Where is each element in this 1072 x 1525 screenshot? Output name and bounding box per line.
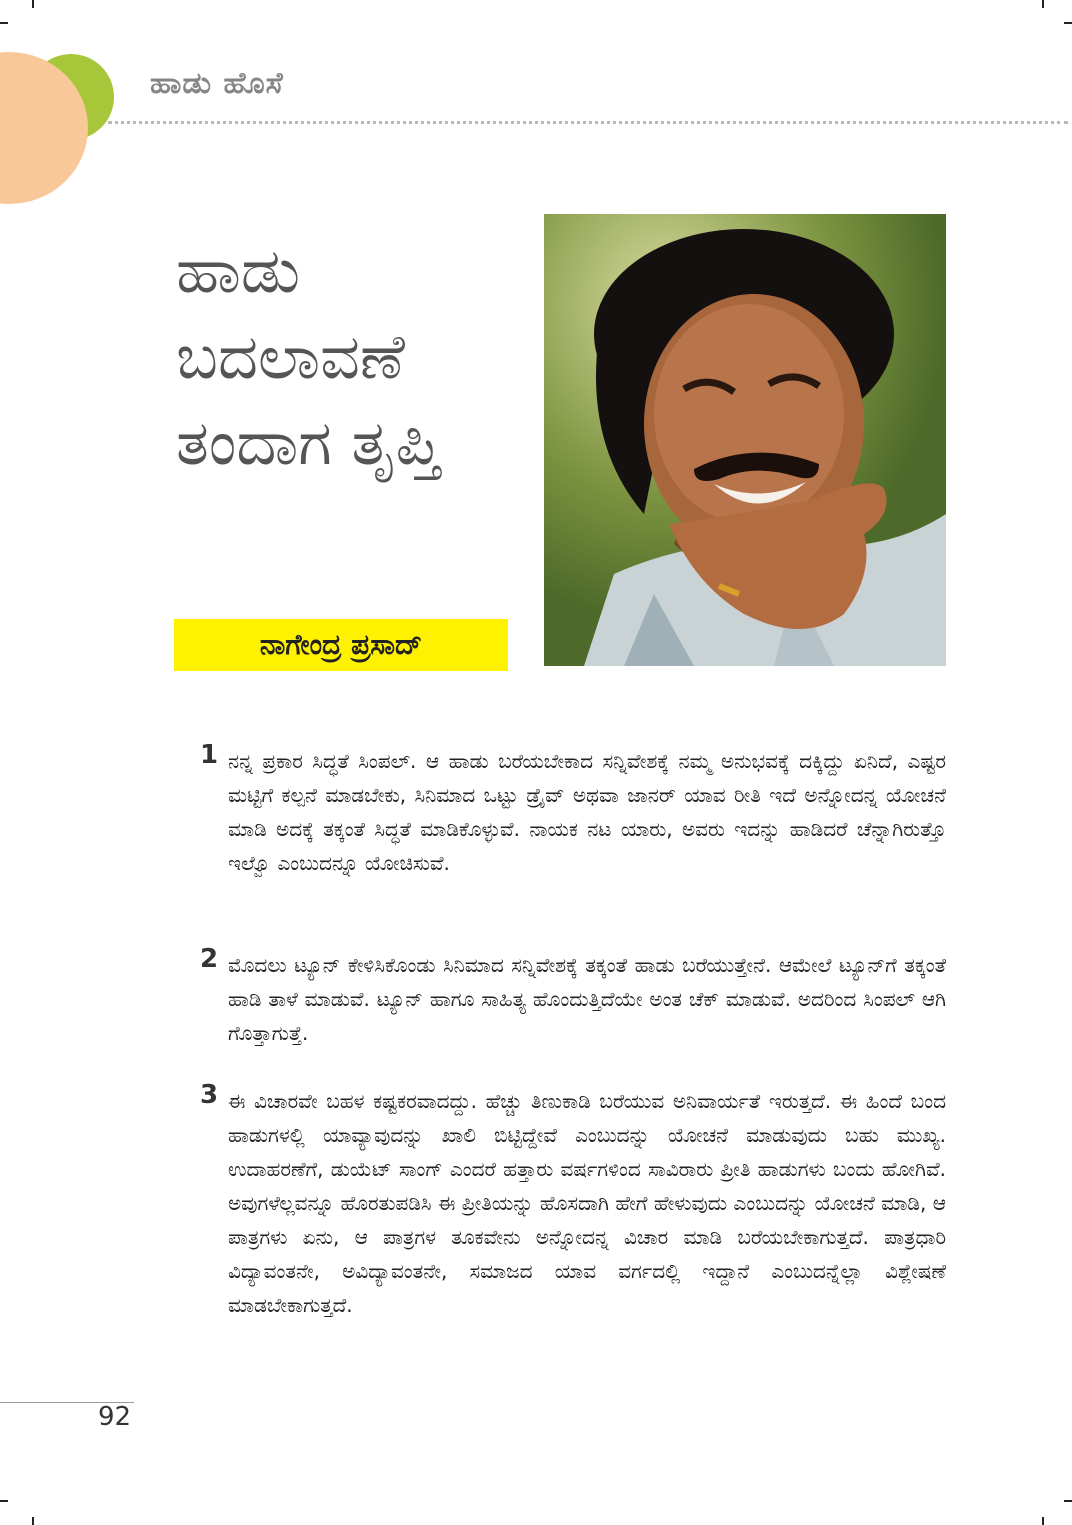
article-headline (176, 228, 536, 486)
crop-mark (32, 0, 34, 8)
author-portrait-photo (544, 214, 946, 666)
answer-text: ಮೊದಲು ಟ್ಯೂನ್ ಕೇಳಿಸಿಕೊಂಡು ಸಿನಿಮಾದ ಸನ್ನಿವೇಶಕ್ಕೆ ತಕ್ಕಂತೆ ಹಾಡು ಬರೆಯುತ್ತೇನೆ. ಆಮೇಲೆ ಟ್ಯೂನ್‌ಗೆ ತಕ್ಕಂತೆ ಹಾಡಿ ತಾಳೆ ಮಾಡುವೆ. ಟ್ಯೂನ್ ಹಾಗೂ ಸಾಹಿತ್ಯ ಹೊಂದುತ್ತಿದೆಯೇ ಅಂತ ಚೆಕ್ ಮಾಡುವೆ. ಅದರಿಂದ ಸಿಂಪಲ್ ಆಗಿ ಗೊತ್ತಾಗುತ್ತೆ. (228, 953, 946, 1045)
crop-mark (1064, 22, 1072, 24)
answer-block (200, 1080, 946, 1322)
headline-line: ಬದಲಾವಣೆ (176, 320, 406, 393)
crop-mark (0, 1500, 8, 1502)
answer-number: 1 (200, 740, 219, 770)
answer-block (200, 740, 946, 880)
answer-number: 2 (200, 944, 219, 974)
author-name: ನಾಗೇಂದ್ರ ಪ್ರಸಾದ್ (259, 628, 423, 661)
crop-mark (32, 1517, 34, 1525)
section-title: ಹಾಡು ಹೊಸೆ (150, 66, 284, 101)
headline-line: ಹಾಡು (176, 234, 301, 307)
answer-text: ನನ್ನ ಪ್ರಕಾರ ಸಿದ್ಧತೆ ಸಿಂಪಲ್. ಆ ಹಾಡು ಬರೆಯಬೇಕಾದ ಸನ್ನಿವೇಶಕ್ಕೆ ನಮ್ಮ ಅನುಭವಕ್ಕೆ ದಕ್ಕಿದ್ದು ಏನಿದೆ, ಎಷ್ಟರ ಮಟ್ಟಿಗೆ ಕಲ್ಪನೆ ಮಾಡಬೇಕು, ಸಿನಿಮಾದ ಒಟ್ಟು ಡ್ರೈವ್ ಅಥವಾ ಜಾನರ್ ಯಾವ ರೀತಿ ಇದೆ ಅನ್ನೋದನ್ನ ಯೋಚನೆ ಮಾಡಿ ಅದಕ್ಕೆ ತಕ್ಕಂತೆ ಸಿದ್ಧತೆ ಮಾಡಿಕೊಳ್ಳುವೆ. ನಾಯಕ ನಟ ಯಾರು, ಅವರು ಇದನ್ನು ಹಾಡಿದರೆ ಚೆನ್ನಾಗಿರುತ್ತೊ ಇಲ್ವೊ ಎಂಬುದನ್ನೂ ಯೋಚಿಸುವೆ. (228, 749, 946, 875)
dotted-divider (108, 121, 1068, 124)
answer-text: ಈ ವಿಚಾರವೇ ಬಹಳ ಕಷ್ಟಕರವಾದದ್ದು. ಹೆಚ್ಚು ತಿಣುಕಾಡಿ ಬರೆಯುವ ಅನಿವಾರ್ಯತೆ ಇರುತ್ತದೆ. ಈ ಹಿಂದೆ ಬಂದ ಹಾಡುಗಳಲ್ಲಿ ಯಾವ್ಯಾವುದನ್ನು ಖಾಲಿ ಬಿಟ್ಟಿದ್ದೇವೆ ಎಂಬುದನ್ನು ಯೋಚನೆ ಮಾಡುವುದು ಬಹು ಮುಖ್ಯ. ಉದಾಹರಣೆಗೆ, ಡುಯೆಟ್ ಸಾಂಗ್ ಎಂದರೆ ಹತ್ತಾರು ವರ್ಷಗಳಿಂದ ಸಾವಿರಾರು ಪ್ರೀತಿ ಹಾಡುಗಳು ಬಂದು ಹೋಗಿವೆ. ಅವುಗಳೆಲ್ಲವನ್ನೂ ಹೊರತುಪಡಿಸಿ ಈ ಪ್ರೀತಿಯನ್ನು ಹೊಸದಾಗಿ ಹೇಗೆ ಹೇಳುವುದು ಎಂಬುದನ್ನು ಯೋಚನೆ ಮಾಡಿ, ಆ ಪಾತ್ರಗಳು ಏನು, ಆ ಪಾತ್ರಗಳ ತೂಕವೇನು ಅನ್ನೋದನ್ನ ವಿಚಾರ ಮಾಡಿ ಬರೆಯಬೇಕಾಗುತ್ತದೆ. ಪಾತ್ರಧಾರಿ ವಿದ್ಯಾವಂತನೇ, ಅವಿದ್ಯಾವಂತನೇ, ಸಮಾಜದ ಯಾವ ವರ್ಗದಲ್ಲಿ ಇದ್ದಾನೆ ಎಂಬುದನ್ನೆಲ್ಲಾ ವಿಶ್ಲೇಷಣೆ ಮಾಡಬೇಕಾಗುತ್ತದೆ. (228, 1089, 946, 1317)
crop-mark (0, 22, 8, 24)
crop-mark (1064, 1500, 1072, 1502)
page-number: 92 (98, 1402, 132, 1432)
crop-mark (1042, 0, 1044, 8)
crop-mark (1042, 1517, 1044, 1525)
author-byline-box (174, 619, 508, 671)
headline-line: ತಂದಾಗ ತೃಪ್ತಿ (176, 406, 441, 479)
portrait-illustration (544, 214, 946, 666)
answer-block (200, 944, 946, 1050)
answer-number: 3 (200, 1080, 219, 1110)
